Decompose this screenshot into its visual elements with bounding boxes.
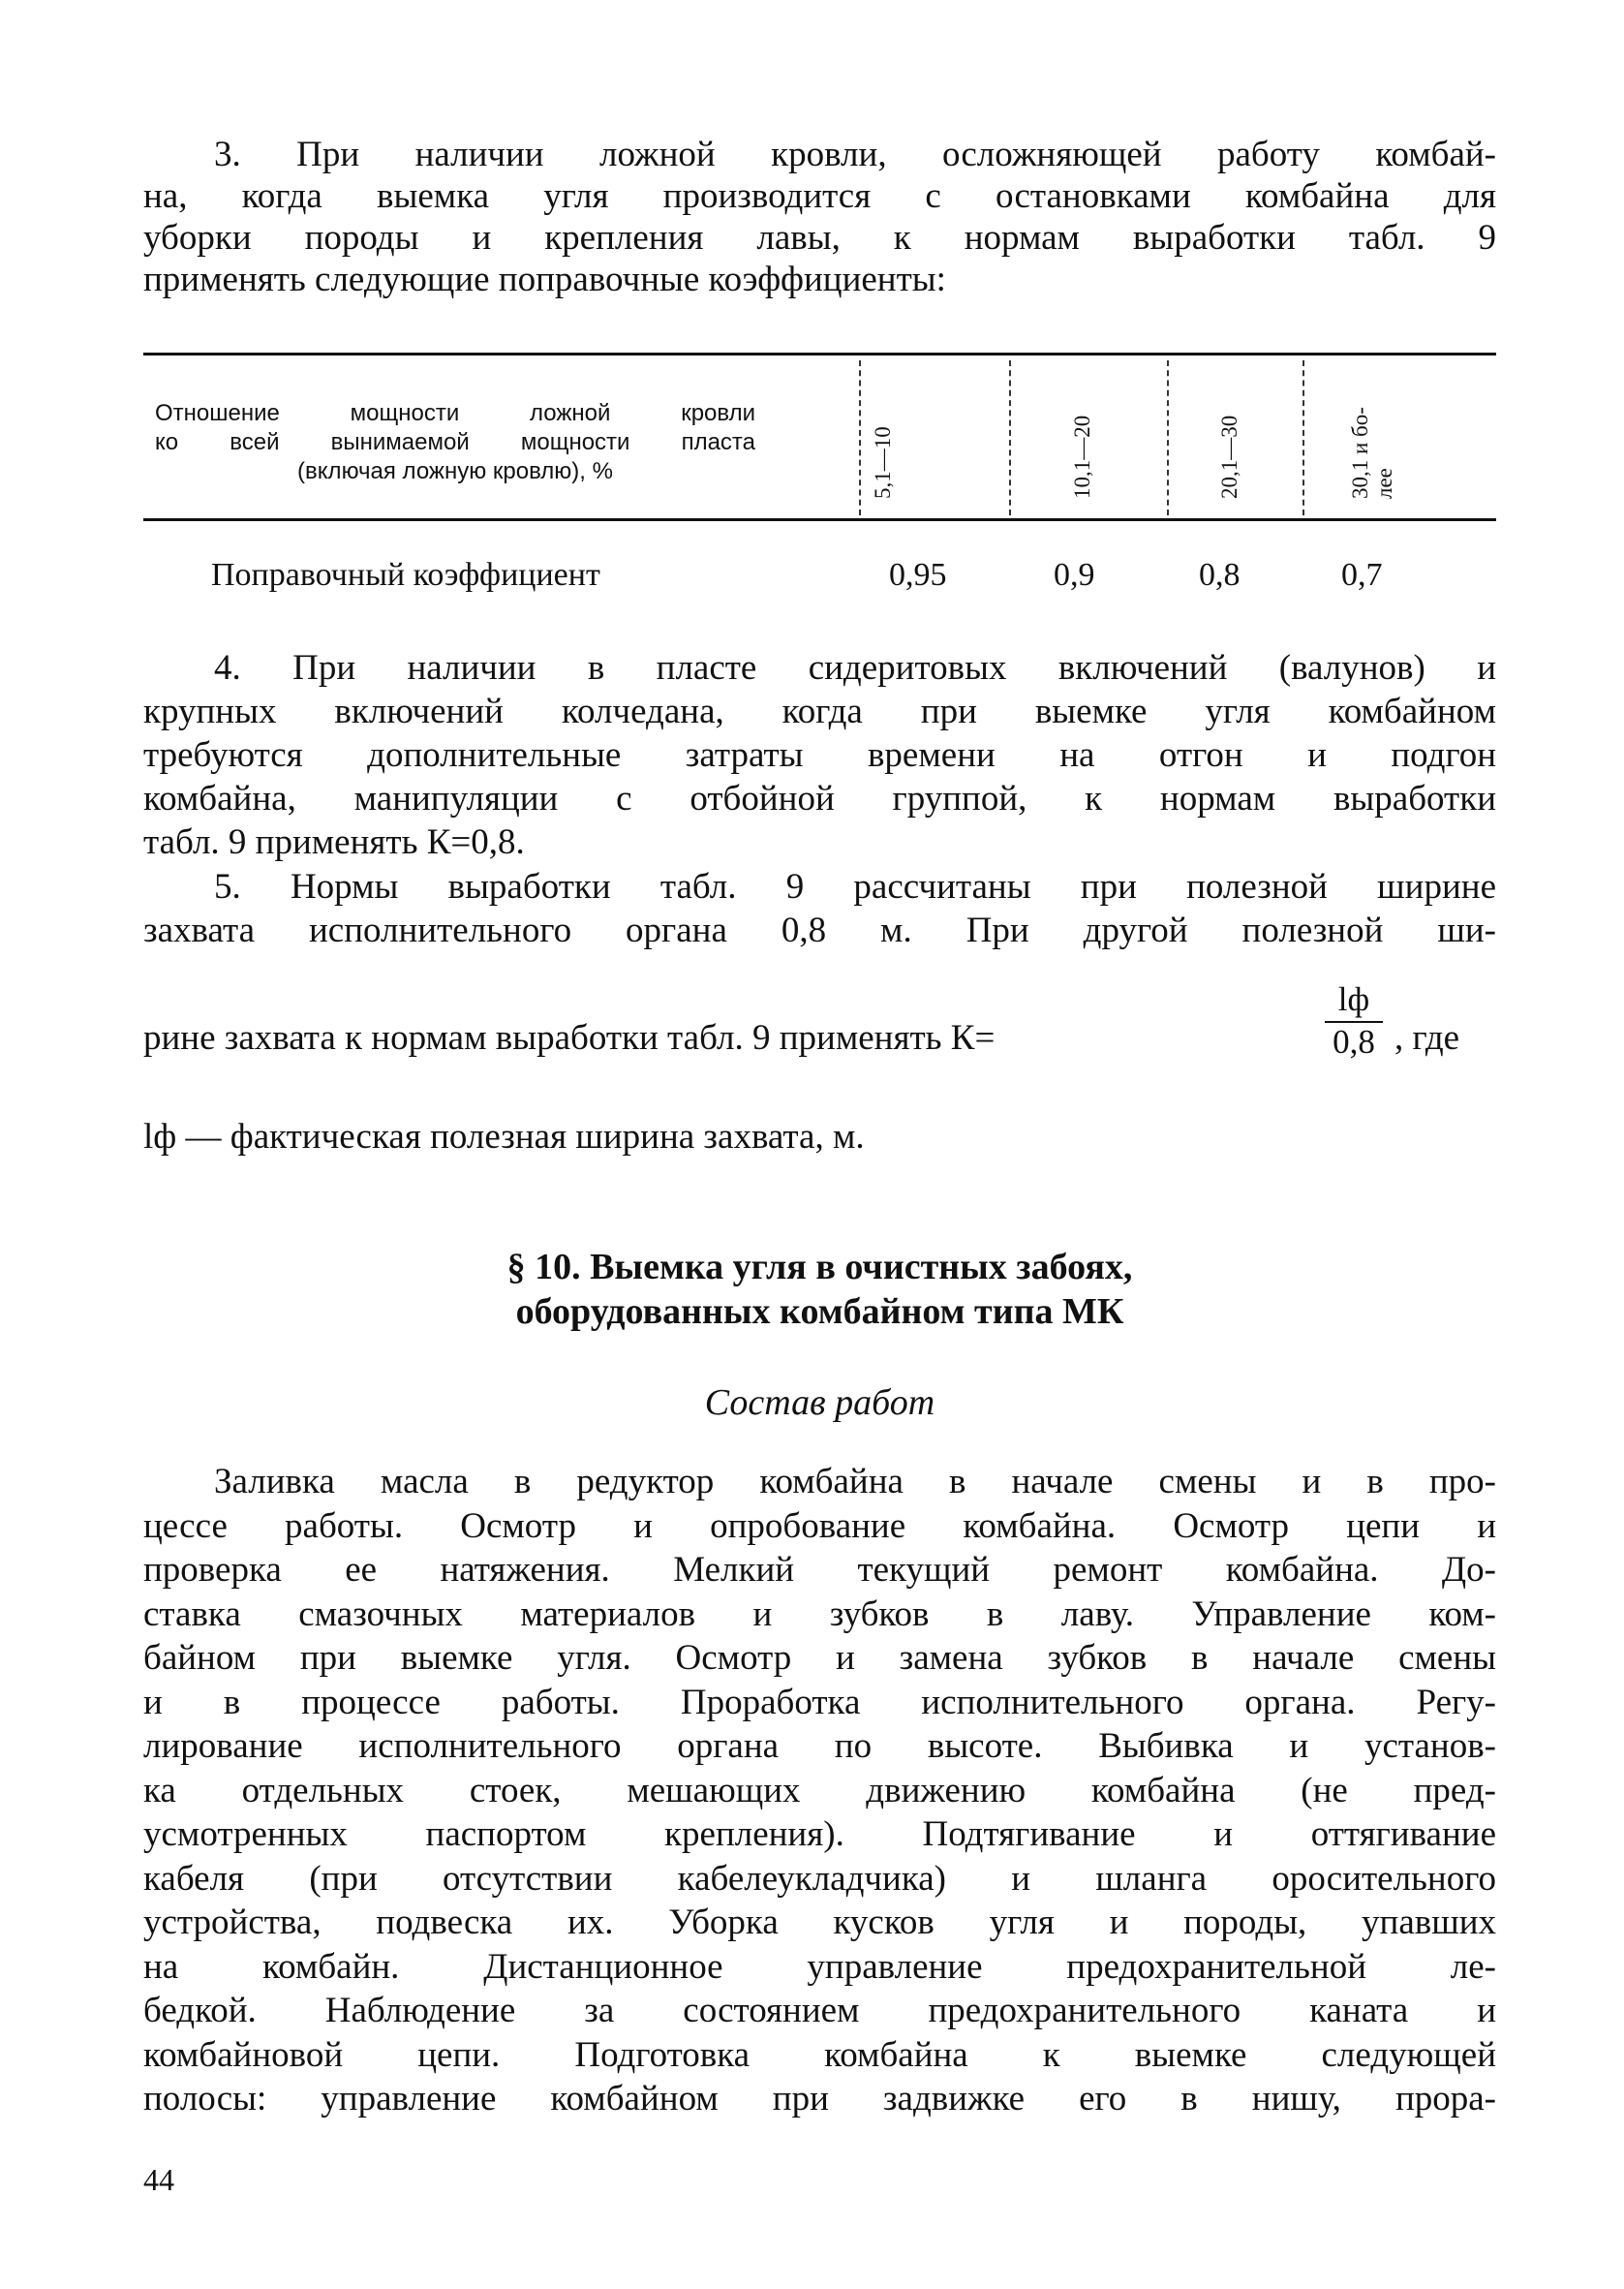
header-line: Отношение мощности ложной кровли (155, 400, 755, 426)
column-divider (859, 360, 861, 515)
text-line: ставка смазочных материалов и зубков в лаву. Управление ком- (143, 1593, 1496, 1634)
text-line: захвата исполнительного органа 0,8 м. При другой полезной ши- (143, 911, 1496, 950)
header-line: ко всей вынимаемой мощности пласта (155, 429, 755, 455)
value-cell: 0,95 (889, 557, 947, 593)
text-line: комбайновой цепи. Подготовка комбайна к выемке следующей (143, 2034, 1496, 2075)
column-divider (1167, 360, 1169, 515)
text-line: 4. При наличии в пласте сидеритовых включений (валунов) и (214, 648, 1496, 688)
column-header: лее (1372, 468, 1396, 499)
text-line: цессе работы. Осмотр и опробование комбайна. Осмотр цепи и (143, 1505, 1496, 1546)
text-line: проверка ее натяжения. Мелкий текущий ремонт комбайна. До- (143, 1550, 1496, 1590)
text-line: требуются дополнительные затраты времени на отгон и подгон (143, 735, 1496, 775)
text-line: устройства, подвеска их. Уборка кусков угля и породы, упавших (143, 1902, 1496, 1942)
subheading: Состав работ (704, 1382, 935, 1423)
table-header-label (155, 399, 755, 486)
text-line: на комбайн. Дистанционное управление предохранительной ле- (143, 1946, 1496, 1987)
header-line: (включая ложную кровлю), % (297, 458, 613, 484)
text-line: на, когда выемка угля производится с остановками комбайна для (143, 176, 1496, 216)
text-line: бедкой. Наблюдение за состоянием предохранительного каната и (143, 1991, 1496, 2030)
text-line: уборки породы и крепления лавы, к нормам выработки табл. 9 (143, 218, 1496, 258)
column-header: 30,1 и бо- (1348, 407, 1372, 499)
value-cell: 0,9 (1054, 557, 1095, 593)
column-divider (1009, 360, 1011, 515)
column-header: 10,1—20 (1070, 415, 1094, 499)
definition-line: lф — фактическая полезная ширина захвата, м. (143, 1117, 865, 1157)
text-line: и в процессе работы. Проработка исполнительного органа. Регу- (143, 1682, 1496, 1722)
text-line: 5. Нормы выработки табл. 9 рассчитаны при полезной ширине (214, 867, 1496, 907)
column-divider (1302, 360, 1304, 515)
value-cell: 0,8 (1199, 557, 1241, 593)
text-line: крупных включений колчедана, когда при выемке угля комбайном (143, 692, 1496, 731)
text-line: байном при выемке угля. Осмотр и замена зубков в начале смены (143, 1638, 1496, 1678)
text-line: кабеля (при отсутствии кабелеукладчика) и шланга оросительного (143, 1858, 1496, 1899)
formula-suffix: , где (1394, 1018, 1460, 1058)
fraction-numerator: lф (1325, 978, 1383, 1023)
text-line: табл. 9 применять К=0,8. (143, 822, 525, 862)
table-top-rule (143, 353, 1496, 356)
section-heading: оборудованных комбайном типа МК (515, 1291, 1124, 1332)
value-cell: 0,7 (1341, 557, 1383, 593)
formula-text: рине захвата к нормам выработки табл. 9 применять К= (143, 1018, 996, 1058)
text-line: ка отдельных стоек, мешающих движению комбайна (не пред- (143, 1770, 1496, 1810)
text-line: 3. При наличии ложной кровли, осложняющей работу комбай- (214, 135, 1496, 174)
row-label: Поправочный коэффициент (211, 557, 600, 593)
formula-fraction (1325, 978, 1383, 1062)
fraction-denominator: 0,8 (1333, 1023, 1375, 1061)
table-bottom-rule (143, 518, 1496, 521)
text-line: комбайна, манипуляции с отбойной группой, к нормам выработки (143, 779, 1496, 819)
page-number: 44 (143, 2162, 174, 2197)
column-header: 20,1—30 (1217, 415, 1241, 499)
column-header: 5,1—10 (871, 426, 895, 499)
text-line: Заливка масла в редуктор комбайна в начале смены и в про- (214, 1462, 1496, 1501)
text-line: применять следующие поправочные коэффициенты: (143, 260, 946, 299)
text-line: усмотренных паспортом крепления). Подтягивание и оттягивание (143, 1814, 1496, 1854)
text-line: лирование исполнительного органа по высоте. Выбивка и установ- (143, 1726, 1496, 1766)
text-line: полосы: управление комбайном при задвижке его в нишу, прора- (143, 2079, 1496, 2119)
section-heading: § 10. Выемка угля в очистных забоях, (506, 1247, 1133, 1287)
